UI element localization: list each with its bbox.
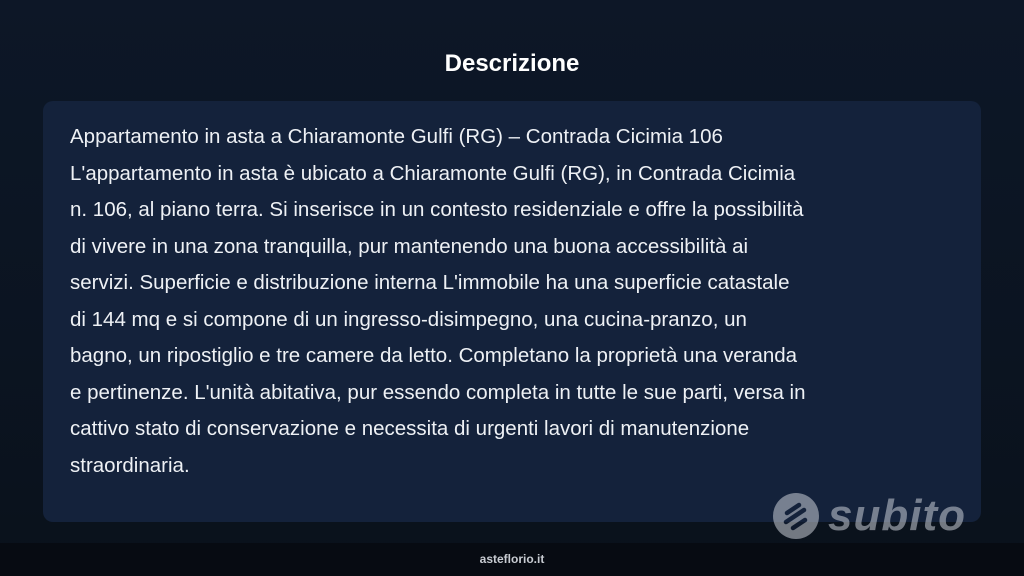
page-title: Descrizione: [444, 50, 580, 77]
footer: [0, 543, 1024, 576]
subito-logo-icon: [772, 492, 820, 540]
footer-site-link[interactable]: asteflorio.it: [479, 552, 545, 566]
watermark-text: subito: [828, 491, 966, 540]
description-text: Appartamento in asta a Chiaramonte Gulfi (RG) – Contrada Cicimia 106 L'appartamento in asta è ubicato a Chiaramonte Gulfi (RG), in Contrada Cicimia n. 106, al piano terra. Si inserisce in un contesto residenziale e offre la possibilità di vivere in una zona tranquilla, pur mantenendo una buona accessibilità ai servizi. Superficie e distribuzione interna L'immobile ha una superficie catastale di 144 mq e si compone di un ingresso-disimpegno, una cucina-pranzo, un bagno, un ripostiglio e tre camere da letto. Completano la proprietà una veranda e pertinenze. L'unità abitativa, pur essendo completa in tutte le sue parti, versa in cattivo stato di conservazione e necessita di urgenti lavori di manutenzione straordinaria.: [70, 125, 806, 477]
watermark: [772, 490, 966, 542]
description-card: [43, 101, 981, 522]
